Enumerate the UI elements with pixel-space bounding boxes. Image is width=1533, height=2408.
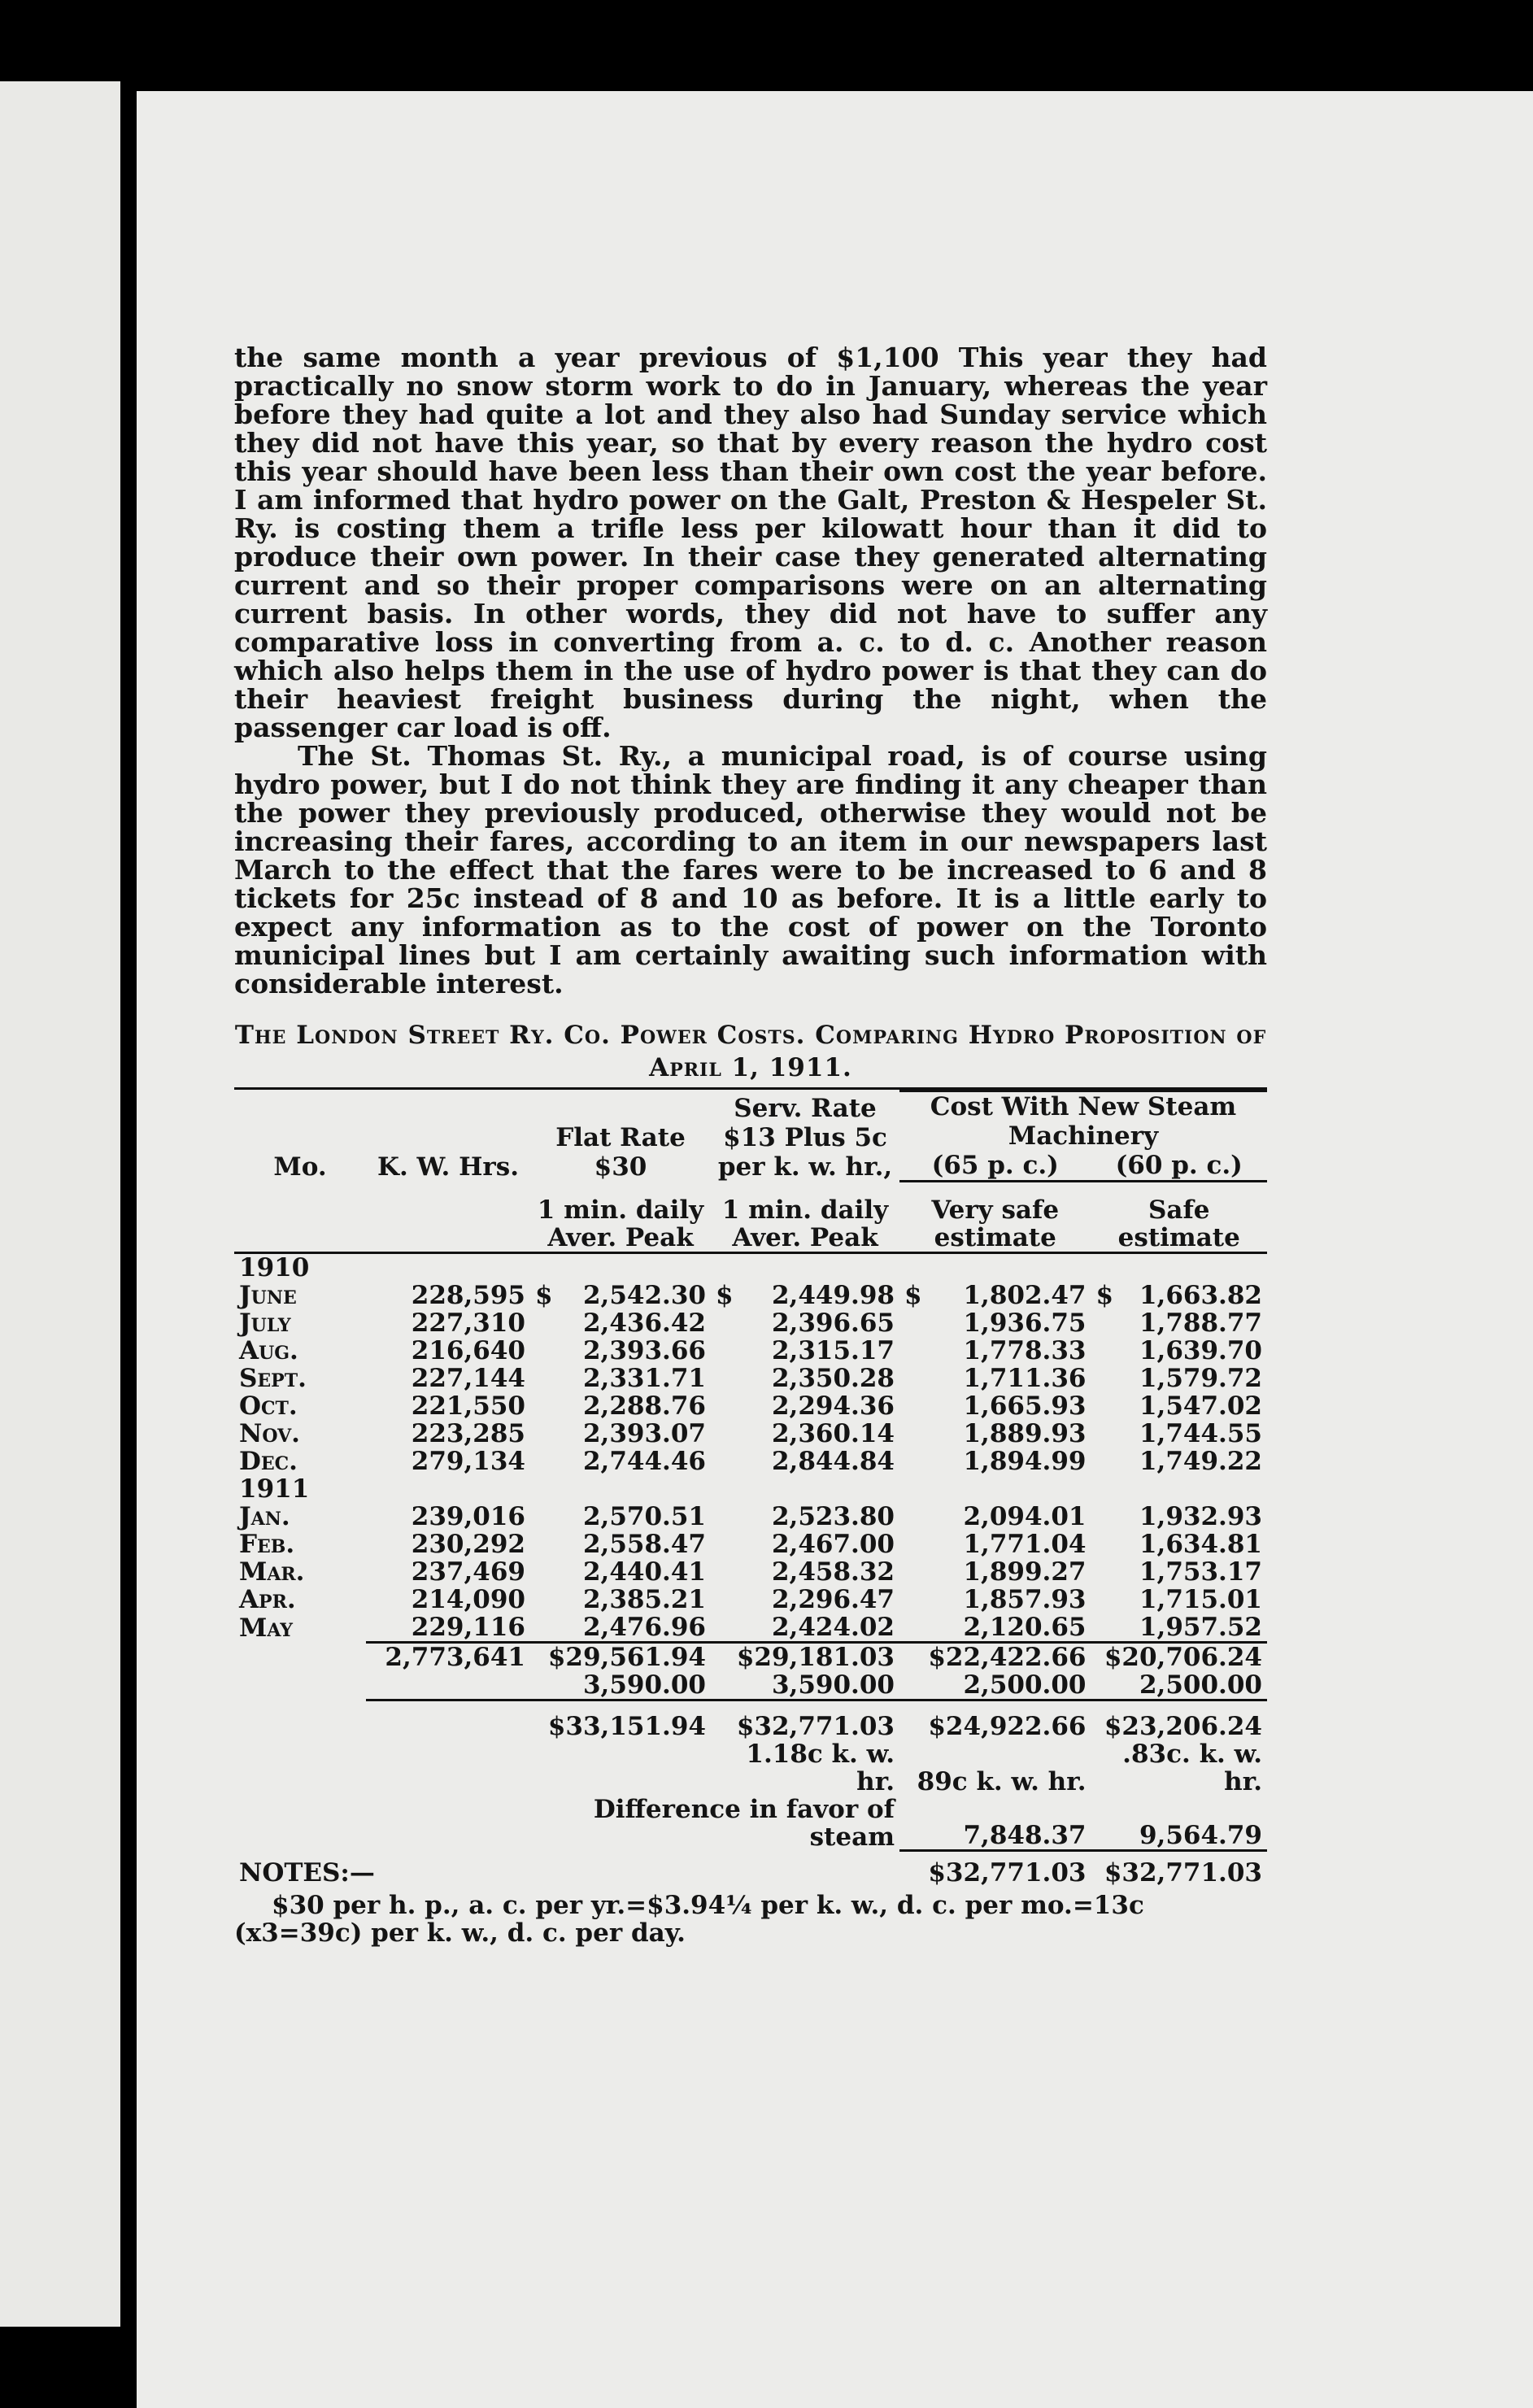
table-row xyxy=(234,1420,1267,1448)
steam-65-cell xyxy=(899,1503,1091,1531)
body-paragraph-1: the same month a year previous of $1,100 This year they had practically no snow storm work to do in January, whereas the year before they had quite a lot and they also had Sunday service which they did not have this year, so that by every reason the hydro cost this year should have been less than their own cost the year before. I am informed that hydro power on the Galt, Preston & Hespeler St. Ry. is costing them a trifle less per kilowatt hour than it did to produce their own power. In their case they generated alternating current and so their proper comparisons were on an alternating current basis. In other words, they did not have to suffer any comparative loss in converting from a. c. to d. c. Another reason which also helps them in the use of hydro power is that they can do their heaviest freight business during the night, when the passenger car load is off. xyxy=(234,342,1267,743)
steam-60-cell xyxy=(1091,1252,1267,1282)
serv-rate-cell xyxy=(711,1558,899,1586)
notes xyxy=(234,1892,1267,1947)
flat-rate-cell xyxy=(530,1309,711,1337)
table-row xyxy=(234,1365,1267,1392)
table-row xyxy=(234,1448,1267,1475)
serv-rate-cell xyxy=(711,1420,899,1448)
steam-60-cell xyxy=(1091,1337,1267,1365)
serv-rate-cell-value: 2,424.02 xyxy=(771,1612,895,1642)
flat-rate-cell-value: 2,393.66 xyxy=(582,1335,706,1365)
serv-rate-cell xyxy=(711,1365,899,1392)
serv-rate-cell xyxy=(711,1613,899,1643)
header-serv-rate: Serv. Rate $13 Plus 5c per k. w. hr., xyxy=(717,1093,893,1182)
document-page xyxy=(137,91,1533,2408)
kwh-cell xyxy=(366,1531,530,1558)
steam-60-cell-value: 1,715.01 xyxy=(1139,1584,1262,1614)
header-flat-rate: Flat Rate $30 xyxy=(555,1122,686,1182)
month-cell-value: Aug. xyxy=(239,1335,298,1365)
final-65: $32,771.03 xyxy=(928,1857,1087,1888)
steam-65-cell xyxy=(899,1252,1091,1282)
steam-65-cell-value: 2,094.01 xyxy=(963,1501,1087,1531)
steam-60-cell-value: 1,957.52 xyxy=(1139,1612,1262,1642)
flat-rate-cell xyxy=(530,1503,711,1531)
steam-60-cell xyxy=(1091,1365,1267,1392)
kwh-cell-value: 237,469 xyxy=(411,1557,525,1587)
kwh-cell xyxy=(366,1252,530,1282)
steam-60-cell xyxy=(1091,1503,1267,1531)
grand-flat: $33,151.94 xyxy=(547,1711,706,1741)
currency-symbol: $ xyxy=(904,1280,922,1310)
per-kwh-65: 89c k. w. hr. xyxy=(917,1766,1087,1796)
serv-rate-cell-value: 2,315.17 xyxy=(771,1335,895,1365)
steam-60-cell-value: 1,634.81 xyxy=(1139,1529,1262,1559)
kwh-cell-value: 221,550 xyxy=(411,1391,525,1421)
serv-rate-cell-value: 2,467.00 xyxy=(771,1529,895,1559)
steam-65-cell xyxy=(899,1475,1091,1503)
currency-symbol: $ xyxy=(535,1280,553,1310)
kwh-cell-value: 229,116 xyxy=(411,1612,525,1642)
steam-65-cell-value: 1,771.04 xyxy=(963,1529,1087,1559)
kwh-cell xyxy=(366,1586,530,1613)
flat-rate-cell-value: 2,744.46 xyxy=(582,1446,706,1476)
steam-65-cell-value: 1,665.93 xyxy=(963,1391,1087,1421)
month-cell xyxy=(234,1531,366,1558)
table-row xyxy=(234,1252,1267,1282)
total-kwh: 2,773,641 xyxy=(366,1642,530,1671)
steam-60-cell xyxy=(1091,1531,1267,1558)
table-row xyxy=(234,1531,1267,1558)
steam-60-cell-value: 1,932.93 xyxy=(1139,1501,1262,1531)
month-cell xyxy=(234,1282,366,1309)
table-footer xyxy=(234,1642,1267,1887)
table-row xyxy=(234,1282,1267,1309)
steam-60-cell-value: 1,749.22 xyxy=(1139,1446,1262,1476)
flat-rate-cell-value: 2,476.96 xyxy=(582,1612,706,1642)
subheader-60: Safe estimate xyxy=(1117,1195,1240,1252)
flat-rate-cell-value: 2,393.07 xyxy=(582,1418,706,1448)
serv-rate-cell-value: 2,294.36 xyxy=(771,1391,895,1421)
page-content xyxy=(234,343,1267,1947)
flat-rate-cell xyxy=(530,1252,711,1282)
kwh-cell-value: 279,134 xyxy=(411,1446,525,1476)
flat-rate-cell xyxy=(530,1448,711,1475)
steam-60-cell-value: 1,579.72 xyxy=(1139,1363,1262,1393)
steam-65-cell-value: 2,120.65 xyxy=(963,1612,1087,1642)
flat-rate-cell xyxy=(530,1531,711,1558)
table-row xyxy=(234,1337,1267,1365)
month-cell-value: July xyxy=(239,1308,291,1338)
steam-60-cell xyxy=(1091,1282,1267,1309)
steam-65-cell xyxy=(899,1420,1091,1448)
kwh-cell-value: 228,595 xyxy=(411,1280,525,1310)
serv-rate-cell-value: 2,458.32 xyxy=(771,1557,895,1587)
month-cell xyxy=(234,1309,366,1337)
final-60: $32,771.03 xyxy=(1104,1857,1262,1888)
steam-60-cell xyxy=(1091,1420,1267,1448)
kwh-cell-value: 227,310 xyxy=(411,1308,525,1338)
month-cell xyxy=(234,1392,366,1420)
per-kwh-60: .83c. k. w. hr. xyxy=(1122,1739,1262,1796)
month-cell-value: 1911 xyxy=(239,1474,310,1504)
subheader-serv: 1 min. daily Aver. Peak xyxy=(721,1195,889,1252)
steam-65-cell xyxy=(899,1531,1091,1558)
steam-65-cell xyxy=(899,1586,1091,1613)
flat-rate-cell xyxy=(530,1558,711,1586)
kwh-cell xyxy=(366,1448,530,1475)
kwh-cell-value: 239,016 xyxy=(411,1501,525,1531)
steam-65-cell-value: 1,857.93 xyxy=(963,1584,1087,1614)
steam-60-cell-value: 1,663.82 xyxy=(1139,1280,1262,1310)
flat-rate-cell xyxy=(530,1586,711,1613)
table-row xyxy=(234,1392,1267,1420)
kwh-cell-value: 230,292 xyxy=(411,1529,525,1559)
serv-rate-cell xyxy=(711,1282,899,1309)
month-cell-value: 1910 xyxy=(239,1252,310,1282)
serv-rate-cell-value: 2,523.80 xyxy=(771,1501,895,1531)
header-65pc: (65 p. c.) xyxy=(899,1151,1091,1182)
difference-65: 7,848.37 xyxy=(899,1796,1091,1851)
table-body xyxy=(234,1252,1267,1642)
flat-rate-cell xyxy=(530,1420,711,1448)
flat-rate-cell-value: 2,288.76 xyxy=(582,1391,706,1421)
steam-60-cell xyxy=(1091,1586,1267,1613)
steam-65-cell-value: 1,894.99 xyxy=(963,1446,1087,1476)
month-cell xyxy=(234,1586,366,1613)
month-cell xyxy=(234,1475,366,1503)
total-60: $20,706.24 xyxy=(1091,1642,1267,1671)
grand-65: $24,922.66 xyxy=(928,1711,1087,1741)
grand-serv: $32,771.03 xyxy=(736,1711,895,1741)
flat-rate-cell-value: 2,385.21 xyxy=(582,1584,706,1614)
per-kwh-serv: 1.18c k. w. hr. xyxy=(746,1739,895,1796)
currency-symbol: $ xyxy=(1095,1280,1114,1310)
steam-65-cell xyxy=(899,1448,1091,1475)
table-row xyxy=(234,1475,1267,1503)
kwh-cell xyxy=(366,1282,530,1309)
serv-rate-cell-value: 2,844.84 xyxy=(771,1446,895,1476)
body-paragraph-2: The St. Thomas St. Ry., a municipal road, is of course using hydro power, but I do not think they are finding it any cheaper than the power they previously produced, otherwise they would not be increasing their fares, according to an item in our newspapers last March to the effect that the fares were to be increased to 6 and 8 tickets for 25c instead of 8 and 10 as before. It is a little early to expect any information as to the cost of power on the Toronto municipal lines but I am certainly awaiting such information with considerable interest. xyxy=(234,740,1267,999)
steam-65-cell xyxy=(899,1309,1091,1337)
steam-60-cell-value: 1,788.77 xyxy=(1139,1308,1262,1338)
flat-rate-cell xyxy=(530,1475,711,1503)
flat-rate-cell xyxy=(530,1337,711,1365)
grand-60: $23,206.24 xyxy=(1104,1711,1262,1741)
steam-60-cell xyxy=(1091,1475,1267,1503)
addition-serv: 3,590.00 xyxy=(711,1671,899,1700)
table-row xyxy=(234,1586,1267,1613)
month-cell-value: Oct. xyxy=(239,1391,298,1421)
serv-rate-cell xyxy=(711,1448,899,1475)
steam-65-cell-value: 1,889.93 xyxy=(963,1418,1087,1448)
serv-rate-cell xyxy=(711,1392,899,1420)
steam-60-cell xyxy=(1091,1558,1267,1586)
flat-rate-cell-value: 2,542.30 xyxy=(582,1280,706,1310)
power-costs-table xyxy=(234,1090,1267,1887)
flat-rate-cell xyxy=(530,1282,711,1309)
flat-rate-cell-value: 2,331.71 xyxy=(582,1363,706,1393)
steam-60-cell-value: 1,753.17 xyxy=(1139,1557,1262,1587)
steam-65-cell-value: 1,899.27 xyxy=(963,1557,1087,1587)
serv-rate-cell-value: 2,449.98 xyxy=(771,1280,895,1310)
table-row xyxy=(234,1503,1267,1531)
month-cell xyxy=(234,1448,366,1475)
addition-65: 2,500.00 xyxy=(899,1671,1091,1700)
kwh-cell xyxy=(366,1558,530,1586)
month-cell xyxy=(234,1365,366,1392)
steam-65-cell xyxy=(899,1337,1091,1365)
serv-rate-cell xyxy=(711,1309,899,1337)
kwh-cell xyxy=(366,1613,530,1643)
month-cell-value: Nov. xyxy=(239,1418,300,1448)
steam-65-cell-value: 1,711.36 xyxy=(963,1363,1087,1393)
notes-label: NOTES:— xyxy=(239,1857,375,1888)
header-kwh: K. W. Hrs. xyxy=(377,1152,519,1182)
difference-label: Difference in favor of steam xyxy=(593,1794,895,1852)
month-cell xyxy=(234,1420,366,1448)
flat-rate-cell xyxy=(530,1365,711,1392)
steam-65-cell xyxy=(899,1282,1091,1309)
flat-rate-cell-value: 2,570.51 xyxy=(582,1501,706,1531)
table-row xyxy=(234,1613,1267,1643)
flat-rate-cell xyxy=(530,1613,711,1643)
steam-65-cell xyxy=(899,1613,1091,1643)
serv-rate-cell xyxy=(711,1475,899,1503)
kwh-cell xyxy=(366,1475,530,1503)
steam-60-cell xyxy=(1091,1613,1267,1643)
steam-65-cell-value: 1,778.33 xyxy=(963,1335,1087,1365)
steam-60-cell-value: 1,744.55 xyxy=(1139,1418,1262,1448)
month-cell-value: Apr. xyxy=(239,1584,296,1614)
flat-rate-cell-value: 2,558.47 xyxy=(582,1529,706,1559)
steam-60-cell-value: 1,547.02 xyxy=(1139,1391,1262,1421)
month-cell-value: Dec. xyxy=(239,1446,298,1476)
steam-65-cell xyxy=(899,1392,1091,1420)
month-cell-value: Mar. xyxy=(239,1557,305,1587)
month-cell-value: Jan. xyxy=(239,1501,290,1531)
kwh-cell-value: 227,144 xyxy=(411,1363,525,1393)
kwh-cell-value: 214,090 xyxy=(411,1584,525,1614)
currency-symbol: $ xyxy=(716,1280,734,1310)
kwh-cell xyxy=(366,1337,530,1365)
kwh-cell-value: 223,285 xyxy=(411,1418,525,1448)
month-cell-value: Feb. xyxy=(239,1529,295,1559)
steam-65-cell xyxy=(899,1558,1091,1586)
header-steam-cost: Cost With New Steam Machinery xyxy=(899,1091,1267,1152)
serv-rate-cell xyxy=(711,1252,899,1282)
difference-60: 9,564.79 xyxy=(1091,1796,1267,1851)
steam-65-cell xyxy=(899,1365,1091,1392)
header-60pc: (60 p. c.) xyxy=(1091,1151,1267,1182)
total-serv: $29,181.03 xyxy=(711,1642,899,1671)
table-caption: The London Street Ry. Co. Power Costs. Comparing Hydro Proposition of April 1, 1911. xyxy=(234,1021,1267,1082)
steam-65-cell-value: 1,802.47 xyxy=(963,1280,1087,1310)
serv-rate-cell-value: 2,396.65 xyxy=(771,1308,895,1338)
serv-rate-cell-value: 2,360.14 xyxy=(771,1418,895,1448)
steam-60-cell xyxy=(1091,1448,1267,1475)
total-65: $22,422.66 xyxy=(899,1642,1091,1671)
header-mo: Mo. xyxy=(273,1152,327,1182)
flat-rate-cell-value: 2,436.42 xyxy=(582,1308,706,1338)
total-flat: $29,561.94 xyxy=(530,1642,711,1671)
addition-60: 2,500.00 xyxy=(1091,1671,1267,1700)
month-cell-value: Sept. xyxy=(239,1363,307,1393)
month-cell xyxy=(234,1337,366,1365)
month-cell xyxy=(234,1252,366,1282)
kwh-cell xyxy=(366,1420,530,1448)
table-row xyxy=(234,1558,1267,1586)
serv-rate-cell xyxy=(711,1586,899,1613)
steam-65-cell-value: 1,936.75 xyxy=(963,1308,1087,1338)
steam-60-cell xyxy=(1091,1392,1267,1420)
table-row xyxy=(234,1309,1267,1337)
kwh-cell xyxy=(366,1365,530,1392)
month-cell-value: June xyxy=(239,1280,297,1310)
serv-rate-cell xyxy=(711,1531,899,1558)
flat-rate-cell-value: 2,440.41 xyxy=(582,1557,706,1587)
serv-rate-cell xyxy=(711,1337,899,1365)
subheader-flat: 1 min. daily Aver. Peak xyxy=(537,1195,704,1252)
month-cell-value: May xyxy=(239,1613,293,1643)
month-cell xyxy=(234,1503,366,1531)
month-cell xyxy=(234,1613,366,1643)
flat-rate-cell xyxy=(530,1392,711,1420)
kwh-cell xyxy=(366,1503,530,1531)
kwh-cell xyxy=(366,1392,530,1420)
serv-rate-cell-value: 2,350.28 xyxy=(771,1363,895,1393)
notes-text: $30 per h. p., a. c. per yr.=$3.94¼ per k. w., d. c. per mo.=13c (x3=39c) per k. w., d. c. per day. xyxy=(234,1890,1144,1948)
kwh-cell xyxy=(366,1309,530,1337)
serv-rate-cell xyxy=(711,1503,899,1531)
steam-60-cell xyxy=(1091,1309,1267,1337)
serv-rate-cell-value: 2,296.47 xyxy=(771,1584,895,1614)
subheader-65: Very safe estimate xyxy=(931,1195,1060,1252)
month-cell xyxy=(234,1558,366,1586)
adjacent-page-edge xyxy=(0,81,120,2327)
kwh-cell-value: 216,640 xyxy=(411,1335,525,1365)
addition-flat: 3,590.00 xyxy=(530,1671,711,1700)
steam-60-cell-value: 1,639.70 xyxy=(1139,1335,1262,1365)
